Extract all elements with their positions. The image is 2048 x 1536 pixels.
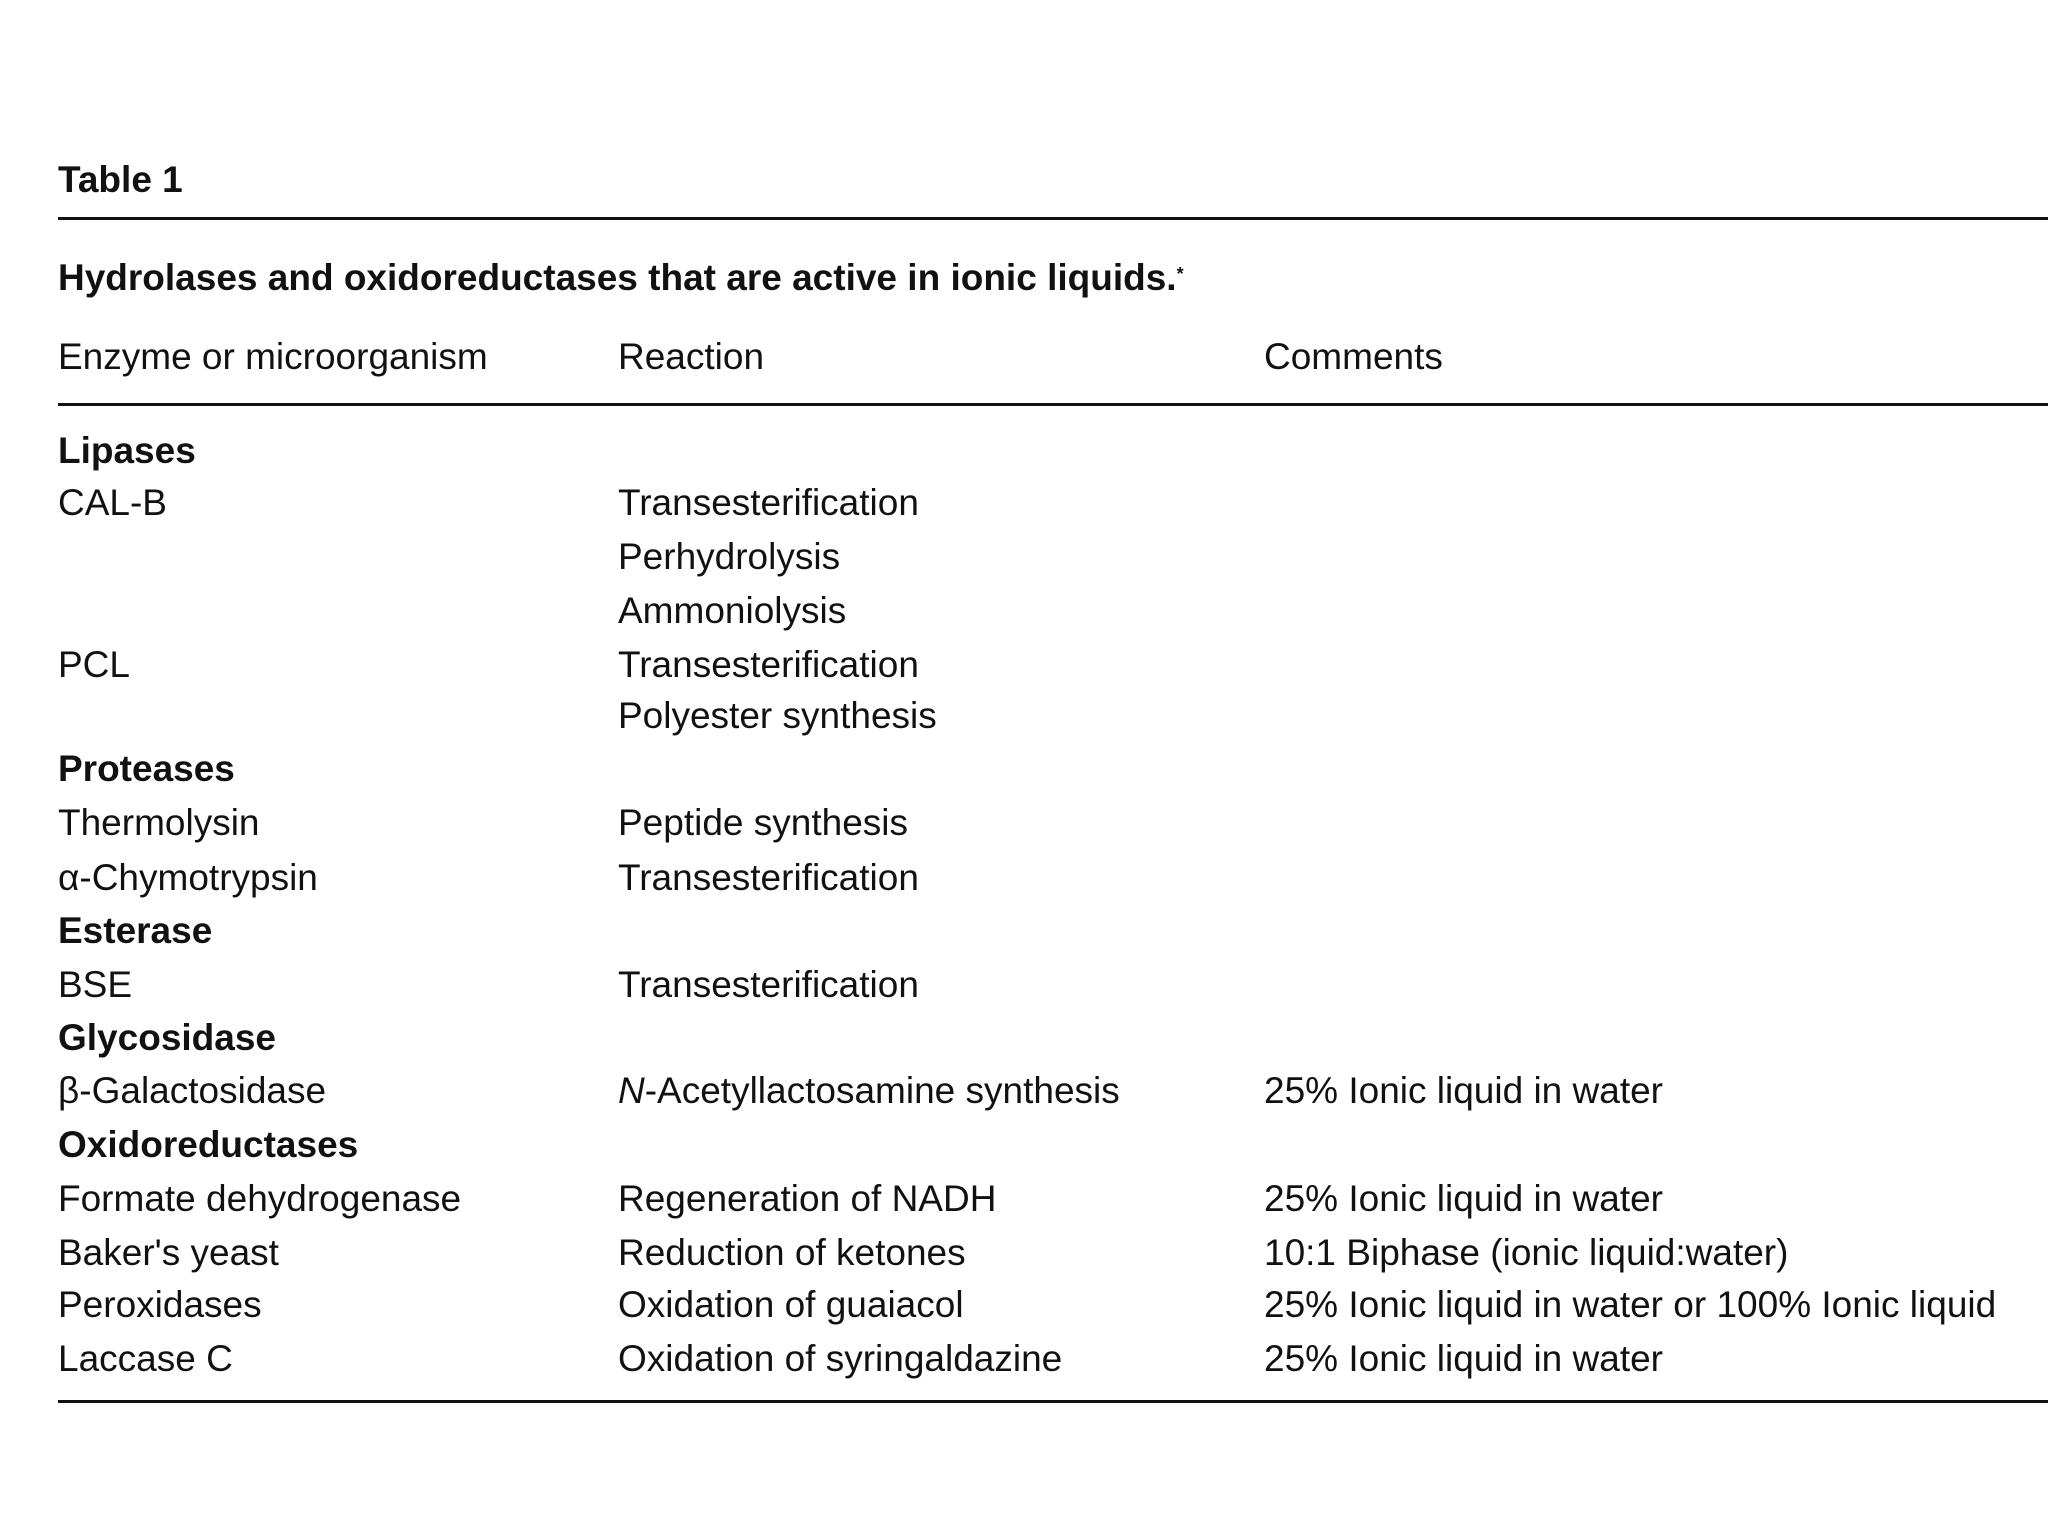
column-header-reaction: Reaction <box>618 336 765 377</box>
cell-reaction <box>618 643 919 687</box>
cell-enzyme: Baker's yeast <box>58 1232 279 1273</box>
cell-reaction <box>618 1337 1062 1381</box>
cell-comment: 25% Ionic liquid in water or 100% Ionic liquid <box>1264 1284 1997 1325</box>
table-label: Table 1 <box>58 159 183 200</box>
cell-enzyme: PCL <box>58 644 130 685</box>
cell-comment: 25% Ionic liquid in water <box>1264 1178 1663 1219</box>
reaction-text: Polyester synthesis <box>618 695 937 736</box>
reaction-text: Transesterification <box>618 644 919 685</box>
header-rule <box>58 403 2048 406</box>
top-rule <box>58 217 2048 220</box>
bottom-rule <box>58 1400 2048 1403</box>
cell-reaction <box>618 589 846 633</box>
cell-enzyme: α-Chymotrypsin <box>58 857 318 898</box>
group-heading: Oxidoreductases <box>58 1124 359 1165</box>
cell-reaction <box>618 1283 964 1327</box>
cell-enzyme: Thermolysin <box>58 802 260 843</box>
reaction-text: Peptide synthesis <box>618 802 909 843</box>
reaction-text: Regeneration of NADH <box>618 1178 997 1219</box>
cell-enzyme: Formate dehydrogenase <box>58 1178 462 1219</box>
cell-reaction <box>618 1231 966 1275</box>
cell-comment: 25% Ionic liquid in water <box>1264 1338 1663 1379</box>
reaction-italic-prefix: N <box>618 1070 645 1111</box>
cell-enzyme: CAL-B <box>58 482 167 523</box>
reaction-text: Oxidation of syringaldazine <box>618 1338 1063 1379</box>
table-caption <box>58 256 1184 300</box>
cell-enzyme: Laccase C <box>58 1338 233 1379</box>
cell-enzyme: β-Galactosidase <box>58 1070 327 1111</box>
group-heading: Esterase <box>58 910 213 951</box>
reaction-text: Transesterification <box>618 857 919 898</box>
group-heading: Proteases <box>58 748 235 789</box>
cell-reaction <box>618 535 840 579</box>
cell-reaction <box>618 1177 996 1221</box>
column-header-comments: Comments <box>1264 336 1443 377</box>
cell-reaction <box>618 801 908 845</box>
cell-reaction <box>618 963 919 1007</box>
group-heading: Glycosidase <box>58 1017 277 1058</box>
cell-reaction <box>618 1069 1120 1113</box>
cell-reaction <box>618 694 937 738</box>
column-header-enzyme: Enzyme or microorganism <box>58 336 488 377</box>
reaction-text: Transesterification <box>618 964 919 1005</box>
group-heading: Lipases <box>58 430 196 471</box>
caption-footnote-mark: * <box>1176 264 1184 284</box>
cell-comment: 25% Ionic liquid in water <box>1264 1070 1663 1111</box>
cell-enzyme: Peroxidases <box>58 1284 262 1325</box>
cell-comment: 10:1 Biphase (ionic liquid:water) <box>1264 1232 1789 1273</box>
reaction-text: Perhydrolysis <box>618 536 841 577</box>
cell-reaction <box>618 481 919 525</box>
cell-reaction <box>618 856 919 900</box>
reaction-text: -Acetyllactosamine synthesis <box>644 1070 1120 1111</box>
table-caption-text: Hydrolases and oxidoreductases that are active in ionic liquids. <box>58 257 1177 298</box>
cell-enzyme: BSE <box>58 964 133 1005</box>
reaction-text: Oxidation of guaiacol <box>618 1284 964 1325</box>
reaction-text: Transesterification <box>618 482 919 523</box>
reaction-text: Reduction of ketones <box>618 1232 966 1273</box>
reaction-text: Ammoniolysis <box>618 590 847 631</box>
